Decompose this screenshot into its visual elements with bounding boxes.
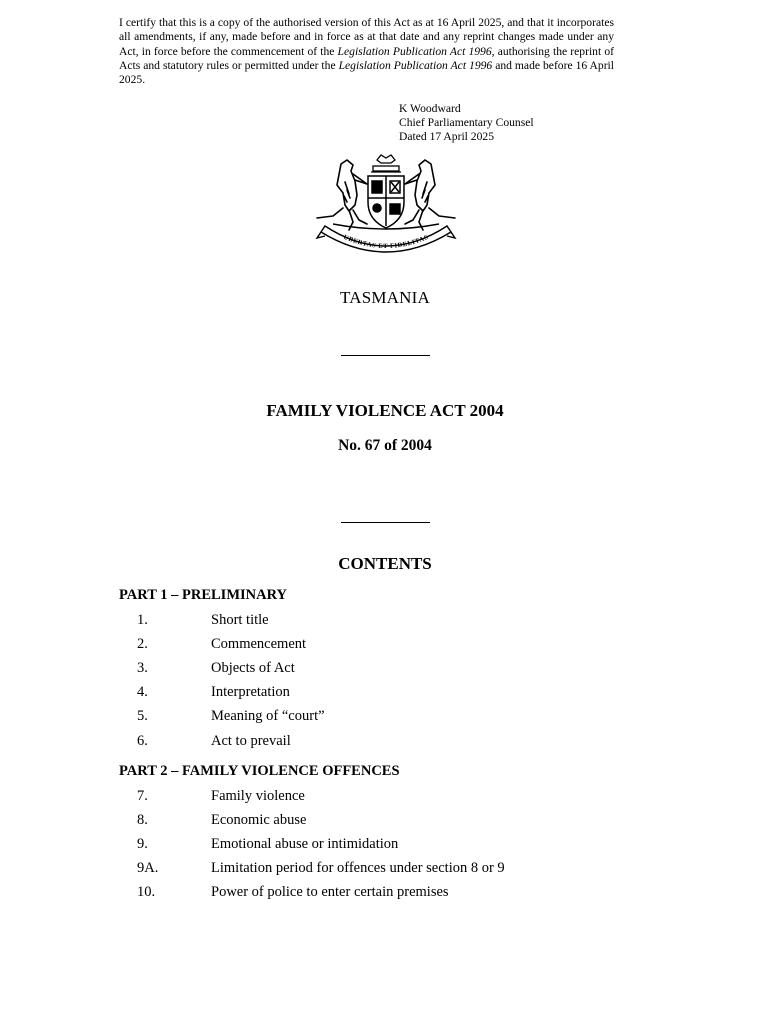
section-title: Economic abuse bbox=[211, 812, 307, 828]
toc-entry bbox=[0, 660, 770, 680]
section-title: Power of police to enter certain premises bbox=[211, 884, 449, 900]
section-title: Objects of Act bbox=[211, 660, 295, 676]
act-number: No. 67 of 2004 bbox=[338, 437, 432, 454]
toc-entry bbox=[0, 612, 770, 632]
signatory-name: K Woodward bbox=[399, 102, 461, 115]
cert-text-3: and made before 16 April 2025. bbox=[119, 58, 614, 87]
section-title: Interpretation bbox=[211, 684, 290, 700]
signoff-date: Dated 17 April 2025 bbox=[399, 130, 494, 143]
toc-entry bbox=[0, 708, 770, 728]
signoff-block bbox=[399, 102, 534, 144]
part-heading: PART 1 – PRELIMINARY bbox=[119, 587, 288, 603]
section-number: 5. bbox=[137, 708, 148, 724]
section-title: Family violence bbox=[211, 788, 305, 804]
section-title: Limitation period for offences under section 8 or 9 bbox=[211, 860, 505, 876]
toc-entry bbox=[0, 684, 770, 704]
toc-entry bbox=[0, 836, 770, 856]
toc-entry bbox=[0, 860, 770, 880]
act-title: FAMILY VIOLENCE ACT 2004 bbox=[266, 401, 504, 420]
certification-statement bbox=[119, 16, 614, 87]
toc-entry bbox=[0, 812, 770, 832]
section-number: 3. bbox=[137, 660, 148, 676]
section-title: Short title bbox=[211, 612, 269, 628]
section-number: 6. bbox=[137, 733, 148, 749]
contents-heading: CONTENTS bbox=[338, 554, 432, 573]
section-title: Commencement bbox=[211, 636, 307, 652]
part-heading: PART 2 – FAMILY VIOLENCE OFFENCES bbox=[119, 763, 400, 779]
cert-act-ref-1: Legislation Publication Act 1996 bbox=[337, 44, 492, 58]
cert-text-2: , authorising the reprint of Acts and statutory rules or permitted under the bbox=[119, 44, 614, 72]
signatory-position: Chief Parliamentary Counsel bbox=[399, 116, 534, 129]
section-title: Act to prevail bbox=[211, 733, 291, 749]
toc-entry bbox=[0, 884, 770, 904]
toc-entry bbox=[0, 636, 770, 656]
section-number: 2. bbox=[137, 636, 148, 652]
separator-rule-2 bbox=[341, 522, 430, 523]
separator-rule-1 bbox=[341, 355, 430, 356]
section-number: 9. bbox=[137, 836, 148, 852]
section-number: 8. bbox=[137, 812, 148, 828]
section-number: 7. bbox=[137, 788, 148, 804]
section-title: Meaning of “court” bbox=[211, 708, 325, 724]
cert-text-1: I certify that this is a copy of the authorised version of this Act as at 16 April 2025, and that it incorporates all amendments, if any, made before and in force as at that date and any reprint changes made under any Act, in force before the commencement of the bbox=[119, 16, 614, 58]
crest-motto: UBERTAS ET FIDELITAS bbox=[342, 233, 430, 251]
toc-entry bbox=[0, 733, 770, 753]
jurisdiction-heading: TASMANIA bbox=[340, 288, 430, 307]
toc-entry bbox=[0, 788, 770, 808]
section-title: Emotional abuse or intimidation bbox=[211, 836, 399, 852]
section-number: 9A. bbox=[137, 860, 159, 876]
cert-act-ref-2: Legislation Publication Act 1996 bbox=[338, 58, 493, 72]
section-number: 4. bbox=[137, 684, 148, 700]
section-number: 10. bbox=[137, 884, 156, 900]
section-number: 1. bbox=[137, 612, 148, 628]
coat-of-arms-icon bbox=[311, 152, 461, 264]
